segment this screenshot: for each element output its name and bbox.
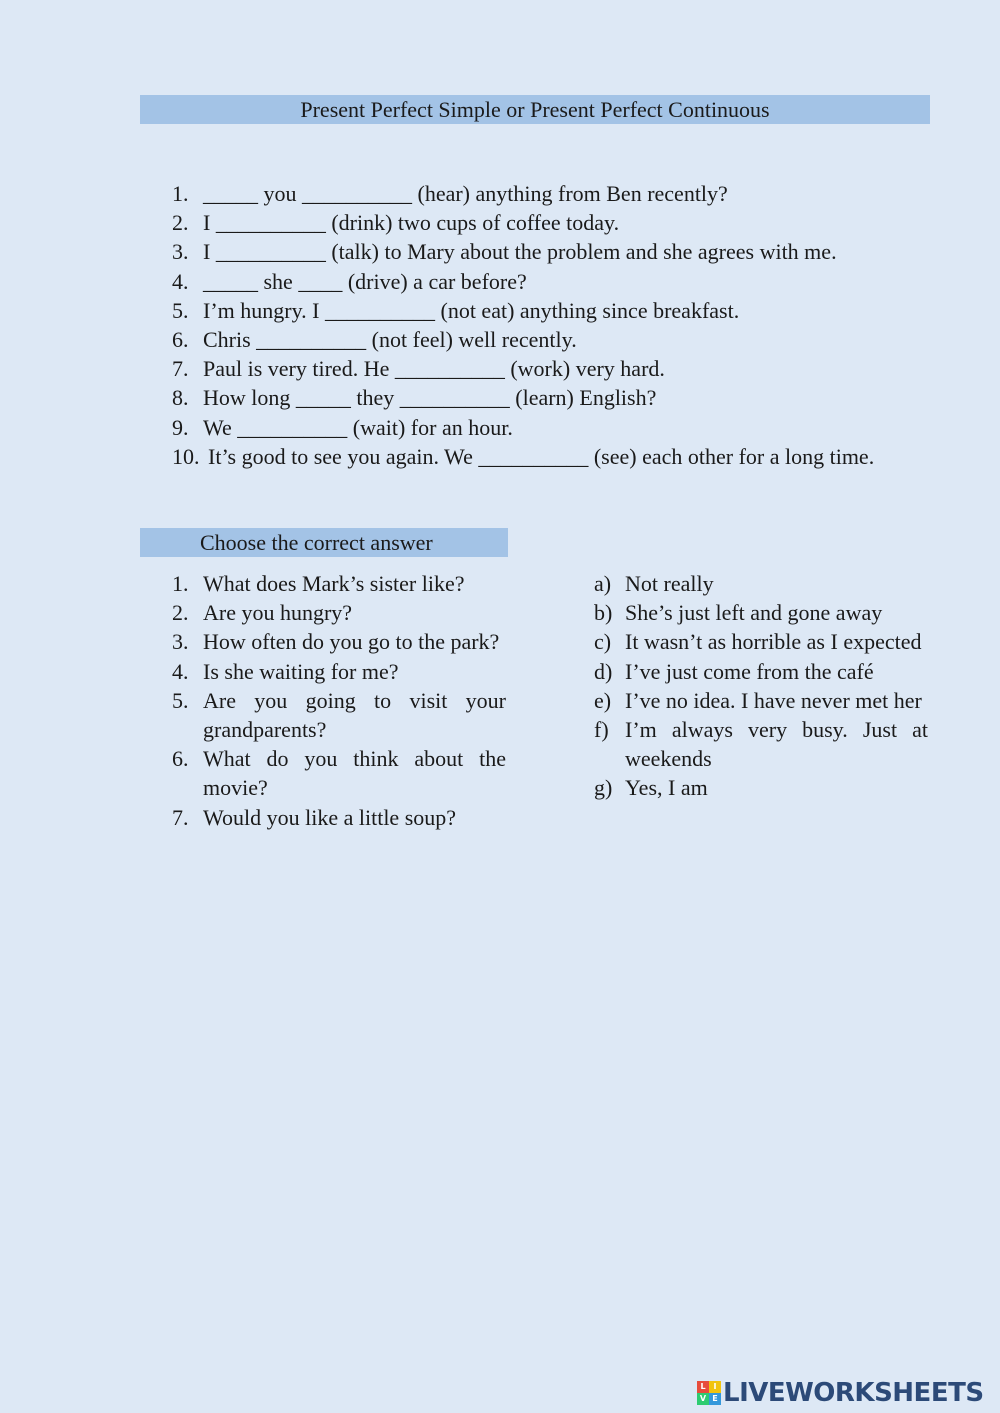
liveworksheets-logo	[697, 1378, 984, 1408]
answer-item	[594, 686, 928, 715]
exercise-item	[172, 296, 952, 325]
exercise-item	[172, 267, 952, 296]
item-number: 3.	[172, 239, 189, 265]
section2-title: Choose the correct answer	[200, 530, 433, 555]
exercise-item	[172, 413, 952, 442]
question-text: What do you think about the movie?	[203, 746, 506, 801]
item-text: Paul is very tired. He __________ (work) very hard.	[203, 356, 665, 382]
item-text: _____ she ____ (drive) a car before?	[203, 268, 527, 294]
question-number: 5.	[172, 687, 189, 713]
answer-text: Not really	[625, 571, 714, 596]
answer-text: I’m always very busy. Just at weekends	[625, 717, 928, 772]
exercise-item	[172, 442, 952, 471]
question-text: Is she waiting for me?	[203, 658, 399, 684]
answer-item	[594, 569, 928, 598]
question-number: 7.	[172, 804, 189, 830]
item-number: 5.	[172, 297, 189, 323]
logo-mark-letter: E	[709, 1393, 721, 1405]
exercise-item	[172, 383, 952, 412]
question-item	[172, 627, 506, 656]
answer-item	[594, 657, 928, 686]
exercise-item	[172, 237, 952, 266]
item-number: 7.	[172, 356, 189, 382]
exercise-item	[172, 208, 952, 237]
answer-letter: c)	[594, 629, 612, 655]
question-text: Are you hungry?	[203, 600, 353, 626]
section2-title-bar	[140, 528, 508, 557]
item-text: Chris __________ (not feel) well recently.	[203, 326, 577, 352]
exercise-item	[172, 354, 952, 383]
liveworksheets-logo-icon	[697, 1381, 721, 1405]
item-number: 2.	[172, 210, 189, 236]
question-number: 2.	[172, 600, 189, 626]
item-number: 4.	[172, 268, 189, 294]
logo-text: LIVEWORKSHEETS	[723, 1378, 984, 1408]
item-text: How long _____ they __________ (learn) English?	[203, 385, 657, 411]
item-text: I __________ (talk) to Mary about the problem and she agrees with me.	[203, 239, 837, 265]
question-item	[172, 569, 506, 598]
question-text: What does Mark’s sister like?	[203, 571, 465, 596]
section1-title: Present Perfect Simple or Present Perfect Continuous	[300, 97, 770, 122]
logo-mark-letter: V	[697, 1393, 709, 1405]
item-number: 8.	[172, 385, 189, 411]
item-text: It’s good to see you again. We __________ (see) each other for a long time.	[208, 443, 875, 469]
answer-letter: a)	[594, 571, 612, 596]
answer-text: She’s just left and gone away	[625, 600, 883, 626]
question-number: 6.	[172, 746, 189, 772]
answer-text: I’ve no idea. I have never met her	[625, 687, 922, 713]
answer-letter: g)	[594, 775, 613, 801]
question-item	[172, 803, 506, 832]
answer-letter: f)	[594, 717, 609, 743]
item-number: 10.	[172, 443, 200, 469]
answer-item	[594, 598, 928, 627]
item-number: 1.	[172, 181, 189, 206]
question-number: 3.	[172, 629, 189, 655]
item-text: _____ you __________ (hear) anything from Ben recently?	[203, 181, 728, 206]
answer-text: I’ve just come from the café	[625, 658, 874, 684]
answer-letter: e)	[594, 687, 612, 713]
question-item	[172, 744, 506, 802]
item-number: 9.	[172, 414, 189, 440]
exercise-item	[172, 179, 952, 208]
logo-mark-letter: I	[709, 1381, 721, 1393]
logo-mark-letter: L	[697, 1381, 709, 1393]
answer-text: It wasn’t as horrible as I expected	[625, 629, 922, 655]
item-text: I’m hungry. I __________ (not eat) anything since breakfast.	[203, 297, 740, 323]
question-text: Are you going to visit your grandparents?	[203, 687, 506, 743]
item-text: We __________ (wait) for an hour.	[203, 414, 513, 440]
item-text: I __________ (drink) two cups of coffee today.	[203, 210, 620, 236]
matching-questions-list	[172, 569, 506, 832]
answer-letter: b)	[594, 600, 613, 626]
question-text: Would you like a little soup?	[203, 804, 457, 830]
gap-fill-exercise-list	[172, 179, 952, 471]
answer-item	[594, 773, 928, 802]
question-item	[172, 657, 506, 686]
exercise-item	[172, 325, 952, 354]
answer-text: Yes, I am	[625, 775, 708, 801]
question-text: How often do you go to the park?	[203, 629, 500, 655]
question-item	[172, 598, 506, 627]
answer-item	[594, 715, 928, 773]
matching-answers-list	[594, 569, 928, 803]
question-item	[172, 686, 506, 744]
answer-letter: d)	[594, 658, 613, 684]
question-number: 4.	[172, 658, 189, 684]
question-number: 1.	[172, 571, 189, 596]
item-number: 6.	[172, 326, 189, 352]
section1-title-bar	[140, 95, 930, 124]
answer-item	[594, 627, 928, 656]
